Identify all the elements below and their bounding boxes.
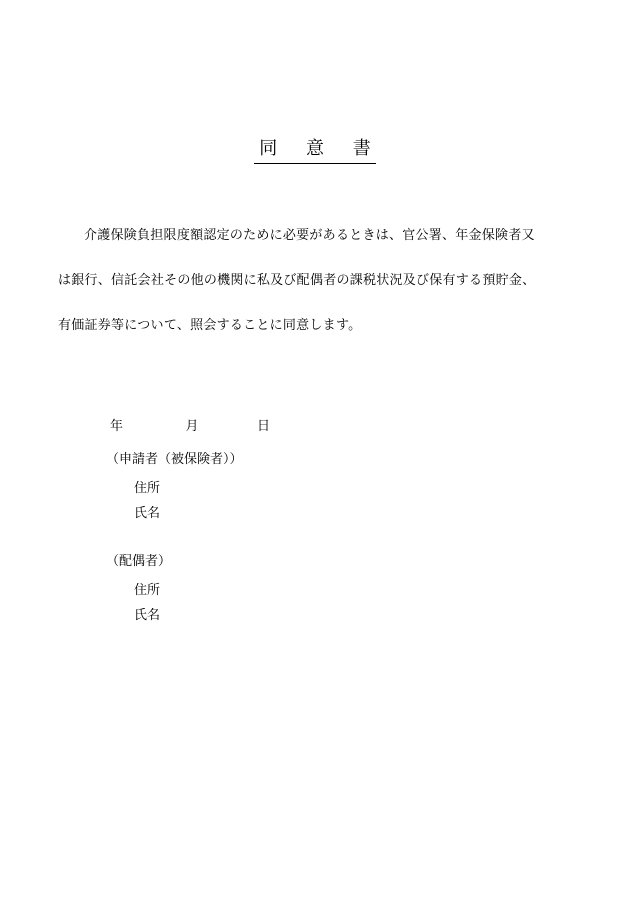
consent-body: [58, 228, 574, 363]
applicant-heading: （申請者（被保険者））: [106, 451, 243, 466]
page-title: 同 意 書: [254, 138, 376, 164]
applicant-signature-block: [106, 452, 243, 531]
day-label: 日: [257, 418, 271, 433]
body-line-2: は銀行、信託会社その他の機関に私及び配偶者の課税状況及び保有する預貯金、: [58, 272, 536, 287]
spouse-heading: （配偶者）: [106, 553, 172, 568]
document-title-container: [0, 138, 630, 164]
body-line-3: 有価証券等について、照会することに同意します。: [58, 317, 362, 332]
month-label: 月: [185, 418, 199, 433]
spouse-signature-block: [106, 554, 171, 633]
date-line: [110, 415, 270, 434]
spouse-name-label: 氏名: [134, 607, 161, 622]
applicant-name-label: 氏名: [134, 505, 161, 520]
applicant-address-label: 住所: [134, 480, 161, 495]
year-label: 年: [110, 418, 124, 433]
body-line-1: 介護保険負担限度額認定のために必要があるときは、官公署、年金保険者又: [84, 227, 535, 242]
spouse-address-label: 住所: [134, 582, 161, 597]
